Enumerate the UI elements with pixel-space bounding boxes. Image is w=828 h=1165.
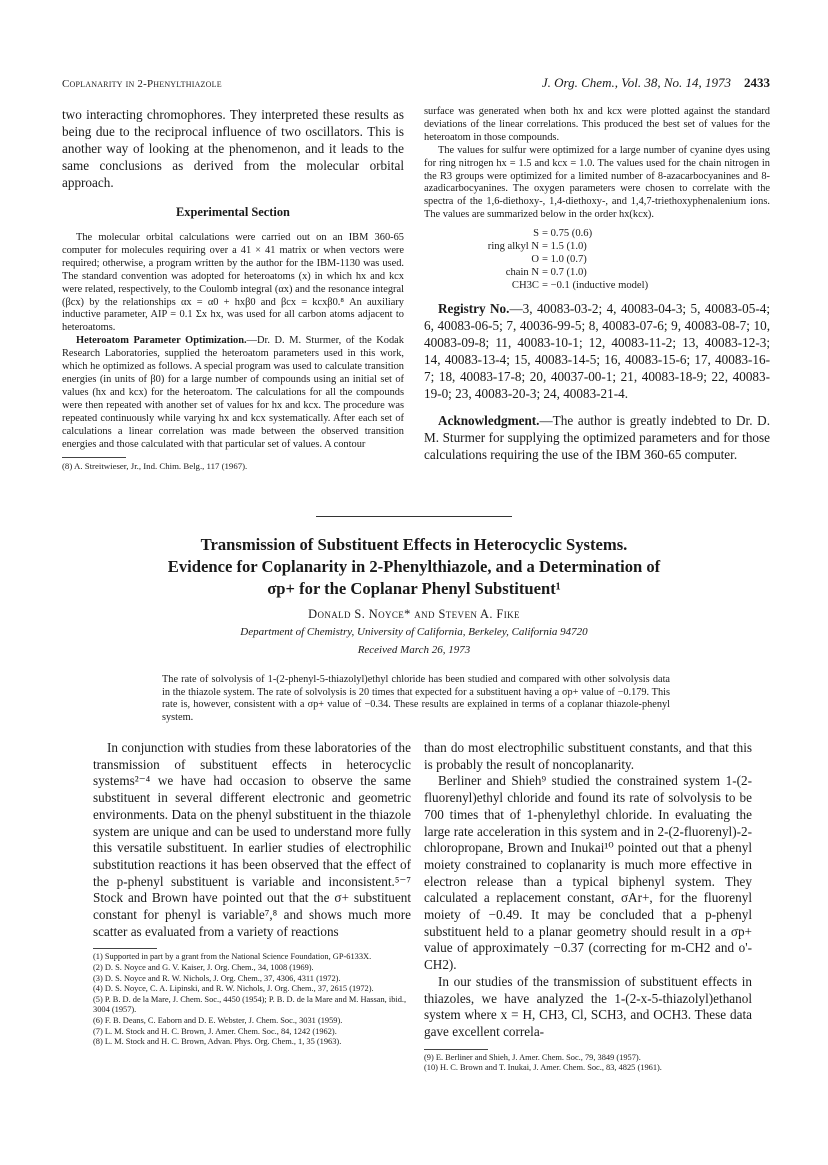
authors: Donald S. Noyce* and Steven A. Fike [308,607,520,621]
values-paragraph: The values for sulfur were optimized for a large number of cyanine dyes using for ring nitrogen hx = 1.5 and kcx = 1.0. The values used for the chain nitrogen in the R3 groups were optimized for a limited number of 8-azacarbocyanines and 8-azadicarbocyanines. The oxygen parameters were chosen to correlate with the spectra of the 1,6-diethoxy-, 1,4-diethoxy-, and 1,4,7-triethoxyphenalenium ions. The values are summarized below in the order hx(kcx). [424,144,770,221]
prev-article-left-column [62,106,404,472]
article-header [100,534,728,656]
contour-paragraph: surface was generated when both hx and kcx were plotted against the standard deviations of the linear correlations. This produced the best set of values for the heteroatom in those compounds. [424,106,770,143]
footnote: (5) P. B. D. de la Mare, J. Chem. Soc., 4450 (1954); P. B. D. de la Mare and M. Hassan, ibid., 3004 (1957). [93,994,407,1015]
footnote: (7) L. M. Stock and H. C. Brown, J. Amer. Chem. Soc., 84, 1242 (1962). [93,1026,337,1036]
article-body-right-column [424,740,752,1074]
optimization-text: —Dr. D. M. Sturmer, of the Kodak Research Laboratories, supplied the heteroatom parameters used in this work, which he optimized as follows. A special program was used to calculate transition energies (in units of β0) for a large number of compounds using an initial set of values (hx and kcx) for the heteroatom. The calculations for all the compounds were then repeated with another set of values for hx and kcx. The procedure was repeated continuously while varying hx and kcx systematically. After each set of calculations a linear correlation was made between the observed transition energies and those calculated with that particular set of values. A contour [62,335,404,450]
article-body-left-column [93,740,411,1048]
footnote-rule [424,1049,488,1050]
acknowledgment-run-in: Acknowledgment. [438,413,540,429]
registry-paragraph [424,300,770,402]
page-number: 2433 [744,75,770,90]
article-divider [316,516,512,517]
param-row: O = 1.0 (0.7) [531,254,587,266]
received-date: Received March 26, 1973 [357,644,471,656]
param-row: S = 0.75 (0.6) [533,228,593,240]
footnote: (4) D. S. Noyce, C. A. Lipinski, and R. W. Nichols, J. Org. Chem., 37, 2615 (1972). [93,984,374,994]
registry-run-in: Registry No. [438,301,510,317]
running-head-journal [542,75,770,91]
footnote: (1) Supported in part by a grant from the National Science Foundation, GP-6133X. [93,952,372,962]
optimization-paragraph [62,335,404,451]
footnote: (2) D. S. Noyce and G. V. Kaiser, J. Org. Chem., 34, 1008 (1969). [93,963,314,973]
footnote: (10) H. C. Brown and T. Inukai, J. Amer. Chem. Soc., 83, 4825 (1961). [424,1063,662,1073]
param-row: CH3C = −0.1 (inductive model) [511,280,649,292]
article-title-line-3: σp+ for the Coplanar Phenyl Substituent¹ [267,579,561,598]
footnote: (6) F. B. Deans, C. Eaborn and D. E. Webster, J. Chem. Soc., 3031 (1959). [93,1016,343,1025]
article-title-line-1: Transmission of Substituent Effects in Heterocyclic Systems. [200,535,628,554]
footnote: (3) D. S. Noyce and R. W. Nichols, J. Org. Chem., 37, 4306, 4311 (1972). [93,973,341,983]
prev-intro-paragraph: two interacting chromophores. They interpreted these results as being due to the reciprocal influence of two oscillators. This is another way of looking at the phenomenon, and it leads to the same conclusions as derived from the molecular orbital approach. [62,107,404,190]
prev-article-right-column [424,106,770,463]
footnote-rule [62,457,126,458]
journal-citation: J. Org. Chem., Vol. 38, No. 14, 1973 [541,75,731,90]
abstract: The rate of solvolysis of 1-(2-phenyl-5-thiazolyl)ethyl chloride has been studied and compared with other solvolysis data in the thiazole system. The rate of solvolysis is 20 times that expected for a substituent having a σp+ value of −0.179. This rate is, however, consistent with a σp+ value of −0.34. These results are explained in terms of a coplanar thiazole-phenyl system. [162,674,670,723]
parameter-list [424,227,770,292]
footnote-8: (8) A. Streitwieser, Jr., Ind. Chim. Belg., 117 (1967). [62,461,248,472]
footnote: (9) E. Berliner and Shieh, J. Amer. Chem. Soc., 79, 3849 (1957). [424,1052,641,1062]
article-title-line-2: Evidence for Coplanarity in 2-Phenylthiazole, and a Determination of [167,557,661,576]
registry-text: —3, 40083-03-2; 4, 40083-04-3; 5, 40083-05-4; 6, 40083-06-5; 7, 40036-99-5; 8, 40083-07-6; 9, 40083-08-7; 10, 40083-09-8; 11, 40083-10-1; 12, 40083-11-2; 13, 40083-12-3; 14, 40083-13-4; 15, 40083-14-5; 16, 40083-15-6; 17, 40083-16-7; 18, 40083-17-8; 20, 40037-00-1; 21, 40083-18-9; 22, 40083-19-0; 23, 40083-20-3; 24, 40083-21-4. [424,301,770,402]
param-row: chain N = 0.7 (1.0) [505,267,587,279]
intro-paragraph: In conjunction with studies from these laboratories of the transmission of substituent effects in heterocyclic systems²⁻⁴ we have had occasion to observe the same substituent in several different electronic and geometric environments. Data on the phenyl substituent in the thiazole system are unique and can be used to understand more fully this versatile substituent. In earlier studies of electrophilic substitution reactions it has been observed that the effect of the p-phenyl substituent is variable and inconsistent.⁵⁻⁷ Stock and Brown have pointed out that the σ+ substituent constant for phenyl is variable⁷,⁸ and shows much more scatter as evaluated from a variety of reactions [93,740,411,939]
acknowledgment-text: —The author is greatly indebted to Dr. D. M. Sturmer for supplying the optimized parameters and for those calculations requiring the use of the IBM 360-65 computer. [424,413,770,463]
param-row: ring alkyl N = 1.5 (1.0) [487,241,587,253]
optimization-run-in: Heteroatom Parameter Optimization. [76,335,247,347]
footnotes-left [93,948,411,1047]
footnote: (8) L. M. Stock and H. C. Brown, Advan. Phys. Org. Chem., 1, 35 (1963). [93,1037,342,1047]
experimental-paragraph: The molecular orbital calculations were carried out on an IBM 360-65 computer for molecules requiring over a 41 × 41 matrix or when vectors were required; otherwise, a program written by the author for the IBM-1130 was used. The standard convention was adopted for heteroatoms (x) in which hx and kcx were related, respectively, to the Coulomb integral (αx) and the resonance integral (βcx) by the relationships αx = α0 + hxβ0 and βcx = kcxβ0.⁸ An auxiliary inductive parameter, AIP = 0.1 Σx hx, was used for all carbon atoms adjacent to heteroatoms. [62,232,404,334]
running-head-title: Coplanarity in 2-Phenylthiazole [62,78,222,90]
experimental-heading: Experimental Section [176,205,290,219]
body-paragraph: than do most electrophilic substituent constants, and that this is probably the result of noncoplanarity. [424,740,752,772]
affiliation: Department of Chemistry, University of California, Berkeley, California 94720 [240,626,588,638]
footnotes-right [424,1049,752,1074]
acknowledgment-paragraph [424,412,770,463]
body-paragraph: Berliner and Shieh⁹ studied the constrained system 1-(2-fluorenyl)ethyl chloride and found its rate of solvolysis to be 700 times that of 1-phenylethyl chloride. In evaluating the large rate acceleration in this system and in 2-(2-fluorenyl)-2-chloropropane, Brown and Inukai¹⁰ pointed out that a phenyl moiety constrained to coplanarity is much more effective in electron release than a typical biphenyl system. They calculated a replacement constant, σAr+, for the fluorenyl moiety of −0.49. It may be concluded that a p-phenyl substituent held to a planar geometry should result in a σp+ value of approximately −0.37 (correcting for m-CH2 and o'-CH2). [424,773,752,973]
body-paragraph: In our studies of the transmission of substituent effects in thiazoles, we have analyzed the 1-(2-x-5-thiazolyl)ethanol system where x = H, CH3, Cl, SCH3, and OCH3. These data gave excellent correla- [424,973,752,1039]
footnote-rule [93,948,157,949]
